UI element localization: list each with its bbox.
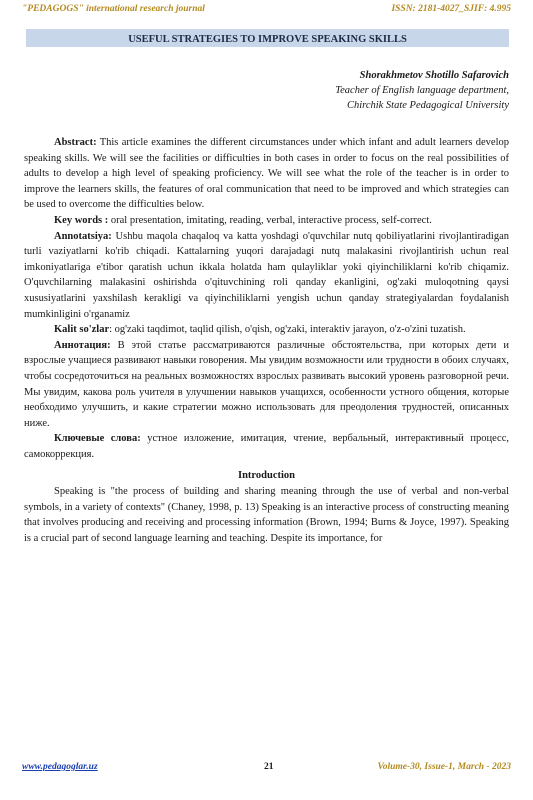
- introduction-heading: Introduction: [238, 470, 295, 482]
- keywords-ru-paragraph: [24, 431, 509, 462]
- abstract-paragraph: [24, 135, 509, 213]
- page-number: 21: [264, 762, 274, 772]
- keywords-ru-text: устное изложение, имитация, чтение, вербальный, интерактивный процесс, самокоррекция.: [24, 433, 510, 460]
- annotatsiya-label: Annotatsiya:: [54, 230, 112, 242]
- annotatsiya-text: Ushbu maqola chaqaloq va katta yoshdagi o'quvchilar nutq qobiliyatlarini rivojlantiradigan turli vaziyatlarni ko'rib chiqadi. Kattalarning yuqori darajadagi nutq malakasini rivojlantirish uchun real imkoniyatlariga e'tibor qaratish uchun ikkala holatda ham qulayliklar yoki qiyinchiliklarni ko'rib chiqamiz. O'quvchilarning malakasini oshirishda o'qituvchining roli qanday ekanligini, og'zaki muloqotning qaysi xususiyatlarini yaxshilash kerakligi va qiyinchiliklarni yengish uchun qanday strategiyalardan foydalanish mumkinligini o'rganamiz: [24, 230, 509, 320]
- keywords-label: Key words :: [54, 214, 109, 226]
- annotation-ru-label: Аннотация:: [54, 339, 111, 351]
- website-link[interactable]: www.pedagoglar.uz: [22, 762, 98, 772]
- kalit-label: Kalit so'zlar: [54, 324, 110, 336]
- page-footer: [22, 762, 511, 776]
- kalit-paragraph: [24, 322, 509, 338]
- author-block: [335, 68, 509, 113]
- volume-info: Volume-30, Issue-1, March - 2023: [377, 762, 511, 772]
- author-university: Chirchik State Pedagogical University: [346, 100, 509, 111]
- introduction-paragraph: Speaking is "the process of building and sharing meaning through the use of verbal and non-verbal symbols, in a variety of contexts" (Chaney, 1998, p. 13) Speaking is an interactive process of constructing meaning that involves producing and receiving and processing information (Brown, 1994; Burns & Joyce, 1997). Speaking is a crucial part of second language learning and teaching. Despite its importance, for: [24, 486, 509, 544]
- author-name: Shorakhmetov Shotillo Safarovich: [359, 70, 509, 81]
- keywords-ru-label: Ключевые слова:: [54, 433, 141, 445]
- issn-info: ISSN: 2181-4027_SJIF: 4.995: [391, 4, 511, 14]
- annotation-ru-text: В этой статье рассматриваются различные обстоятельства, при которых дети и взрослые учащиеся развивают навыки говорения. Мы увидим возможности или трудности в обоих случаях, чтобы сосредоточиться на реальных возможностях взрослых развивать высокий уровень разговорной речи. Мы увидим, какова роль учителя в улучшении навыков учащихся, особенности устного общения, которые необходимо улучшить, и какие стратегии можно использовать для преодоления трудностей, описанных ниже.: [24, 339, 509, 429]
- journal-header: [22, 4, 511, 18]
- journal-name: "PEDAGOGS" international research journal: [22, 4, 205, 14]
- abstract-label: Abstract:: [54, 137, 97, 148]
- article-title-band: [26, 29, 509, 47]
- article-title: USEFUL STRATEGIES TO IMPROVE SPEAKING SKILLS: [128, 34, 407, 45]
- annotatsiya-paragraph: [24, 229, 509, 323]
- author-position: Teacher of English language department,: [335, 85, 509, 96]
- kalit-text: : og'zaki taqdimot, taqlid qilish, o'qish, og'zaki, interaktiv jarayon, o'z-o'zini tuzatish.: [109, 324, 466, 336]
- keywords-paragraph: [24, 213, 509, 229]
- abstract-text: This article examines the different circumstances under which infant and adult learners develop speaking skills. We will see the facilities or difficulties in both cases in order to focus on the real possibilities of adults to develop a high level of speaking proficiency. We will see what the role of the teacher is in order to improve the learners skills, the features of oral communication that need to be improved and which strategies can be used to overcome the difficulties below.: [24, 137, 509, 211]
- annotation-ru-paragraph: [24, 338, 509, 432]
- keywords-text: oral presentation, imitating, reading, verbal, interactive process, self-correct.: [108, 214, 432, 226]
- article-body: [24, 135, 509, 546]
